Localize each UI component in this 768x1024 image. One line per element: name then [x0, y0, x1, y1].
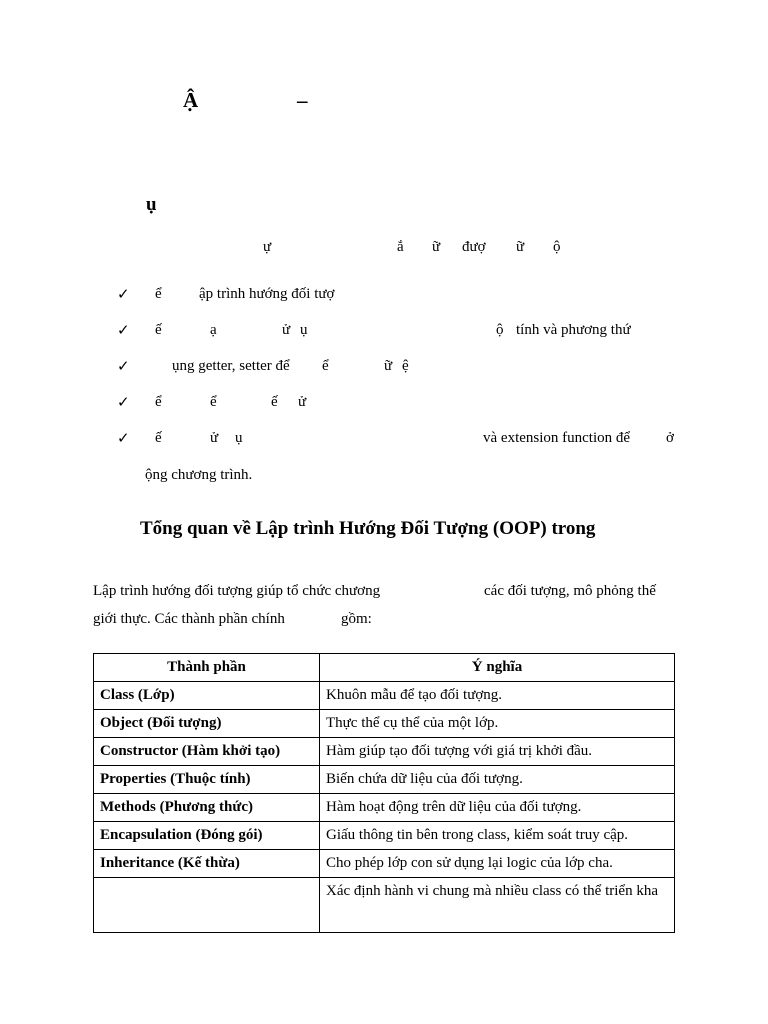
heading-fragment-2: –	[297, 88, 308, 112]
section-title: Tổng quan về Lập trình Hướng Đối Tượng (OOP) trong	[140, 518, 596, 539]
paragraph-frag: gồm:	[341, 611, 372, 627]
checkmark-icon: ✓	[117, 287, 130, 303]
bullet-frag: ế	[155, 430, 162, 446]
bullet-frag: tính và phương thứ	[516, 322, 631, 338]
bullet-frag: ể	[210, 394, 217, 410]
table-row	[94, 682, 675, 710]
paragraph-frag: các đối tượng, mô phỏng thế	[484, 583, 656, 599]
bullet-frag: ế	[271, 394, 278, 410]
bullet-frag: ử	[298, 394, 307, 410]
bullet-frag: ể	[155, 286, 162, 302]
bullet-frag: ập trình hướng đối tượ	[199, 286, 335, 302]
component-cell: Encapsulation (Đóng gói)	[94, 822, 320, 850]
component-cell: Properties (Thuộc tính)	[94, 766, 320, 794]
bullet-frag: ạ	[210, 322, 217, 338]
meaning-cell: Thực thể cụ thể của một lớp.	[320, 710, 675, 738]
bullet-continuation: ộng chương trình.	[145, 467, 253, 483]
bullet-frag: ụ	[300, 322, 308, 338]
table-row	[94, 850, 675, 878]
bullet-frag: và extension function để	[483, 430, 631, 446]
component-cell: Object (Đối tượng)	[94, 710, 320, 738]
table-row	[94, 710, 675, 738]
intro-frag: ữ	[432, 239, 441, 255]
column-header: Ý nghĩa	[320, 654, 675, 682]
meaning-cell: Hàm hoạt động trên dữ liệu của đối tượng.	[320, 794, 675, 822]
meaning-cell: Giấu thông tin bên trong class, kiểm soát truy cập.	[320, 822, 675, 850]
meaning-cell: Khuôn mẫu để tạo đối tượng.	[320, 682, 675, 710]
checkmark-icon: ✓	[117, 431, 130, 447]
checkmark-icon: ✓	[117, 395, 130, 411]
oop-components-table	[93, 653, 675, 933]
component-cell	[94, 878, 320, 933]
heading-fragment-1: Ậ	[183, 88, 199, 112]
bullet-frag: ế	[155, 322, 162, 338]
column-header: Thành phần	[94, 654, 320, 682]
checkmark-icon: ✓	[117, 323, 130, 339]
paragraph-frag: giới thực. Các thành phần chính	[93, 611, 285, 627]
intro-frag: ắ	[397, 239, 404, 255]
table-row	[94, 766, 675, 794]
component-cell: Class (Lớp)	[94, 682, 320, 710]
bullet-frag: ữ	[384, 358, 393, 374]
bullet-frag: ệ	[402, 358, 409, 374]
paragraph-frag: Lập trình hướng đối tượng giúp tổ chức chương	[93, 583, 381, 599]
meaning-cell: Xác định hành vi chung mà nhiều class có thể triển kha	[320, 878, 675, 933]
bullet-frag: ộ	[496, 322, 504, 338]
component-cell: Methods (Phương thức)	[94, 794, 320, 822]
intro-frag: đượ	[462, 239, 486, 255]
intro-frag: ộ	[553, 239, 561, 255]
intro-frag: ữ	[516, 239, 525, 255]
bullet-frag: ể	[322, 358, 329, 374]
bullet-frag: ụng getter, setter để	[172, 358, 290, 374]
bullet-frag: ử	[282, 322, 291, 338]
meaning-cell: Biến chứa dữ liệu của đối tượng.	[320, 766, 675, 794]
bullet-frag: ụ	[235, 430, 243, 446]
component-cell: Inheritance (Kế thừa)	[94, 850, 320, 878]
checkmark-icon: ✓	[117, 359, 130, 375]
table-header-row	[94, 654, 675, 682]
table-row	[94, 794, 675, 822]
table-row	[94, 878, 675, 933]
table-row	[94, 738, 675, 766]
table-row	[94, 822, 675, 850]
meaning-cell: Hàm giúp tạo đối tượng với giá trị khởi đầu.	[320, 738, 675, 766]
bullet-frag: ở	[666, 430, 674, 446]
intro-frag: ự	[263, 239, 272, 255]
meaning-cell: Cho phép lớp con sử dụng lại logic của lớp cha.	[320, 850, 675, 878]
bullet-frag: ể	[155, 394, 162, 410]
component-cell: Constructor (Hàm khởi tạo)	[94, 738, 320, 766]
section-mark: ụ	[146, 194, 157, 215]
bullet-frag: ử	[210, 430, 219, 446]
